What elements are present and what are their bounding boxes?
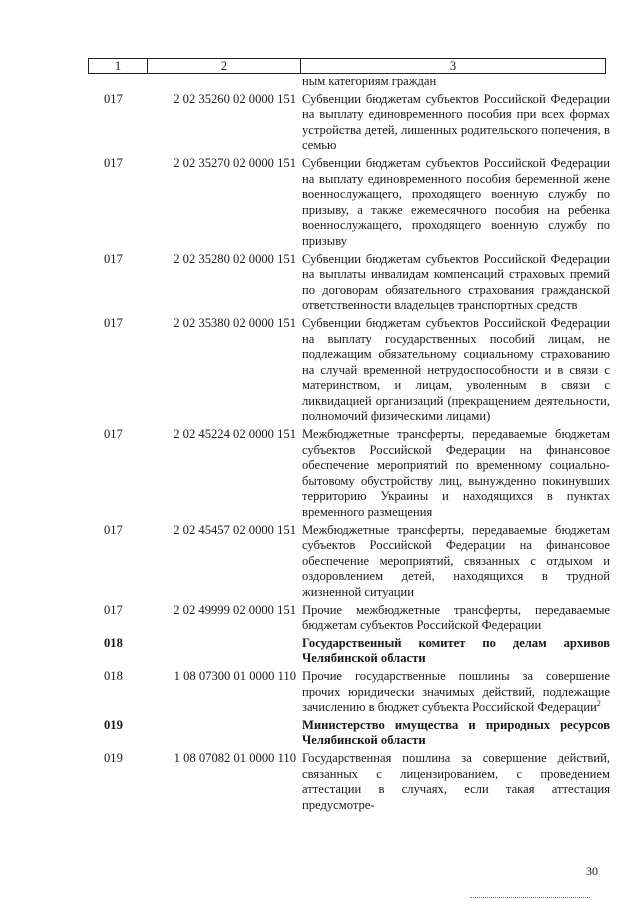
income-name: Государственная пошлина за совершение действий, связанных с лицензированием, с проведением аттестации в случаях, если такая аттестация предусмотре- bbox=[302, 750, 610, 812]
admin-code: 018 bbox=[104, 635, 123, 650]
admin-code: 019 bbox=[104, 717, 123, 732]
section-heading-row bbox=[88, 636, 608, 667]
table-body bbox=[88, 74, 608, 813]
admin-code: 017 bbox=[104, 315, 123, 330]
income-code: 2 02 45224 02 0000 151 bbox=[173, 427, 296, 442]
page-number: 30 bbox=[586, 864, 598, 878]
table-row bbox=[88, 92, 608, 154]
table-row bbox=[88, 751, 608, 813]
table-header bbox=[88, 58, 606, 74]
income-name: Межбюджетные трансферты, передаваемые бюджетам субъектов Российской Федерации на финансовое обеспечение мероприятий, связанных с отдыхом и оздоровлением детей, находящихся в трудной жизненной ситуации bbox=[302, 522, 610, 599]
income-code: 2 02 35270 02 0000 151 bbox=[173, 155, 296, 170]
admin-code: 017 bbox=[104, 522, 123, 537]
income-code: 2 02 49999 02 0000 151 bbox=[173, 602, 296, 617]
income-name bbox=[302, 669, 610, 716]
table-row bbox=[88, 603, 608, 634]
admin-code: 017 bbox=[104, 251, 123, 266]
table-row bbox=[88, 523, 608, 601]
income-name: Субвенции бюджетам субъектов Российской Федерации на выплату единовременного пособия беременной жене военнослужащего, проходящего военную службу по призыву, а также ежемесячного пособия на ребенка военнослужащего, проходящего военную службу по призыву bbox=[302, 155, 610, 248]
header-col-2: 2 bbox=[148, 59, 301, 73]
table-row bbox=[88, 427, 608, 521]
income-code: 1 08 07082 01 0000 110 bbox=[173, 750, 296, 765]
income-name-text: Прочие государственные пошлины за совершение прочих юридически значимых действий, подлежащие зачислению в бюджет субъекта Российской Федерации bbox=[302, 668, 610, 715]
footnote-marker: 2 bbox=[596, 698, 601, 708]
section-heading: Государственный комитет по делам архивов Челябинской области bbox=[302, 635, 610, 666]
header-col-1: 1 bbox=[89, 59, 148, 73]
income-code: 2 02 35260 02 0000 151 bbox=[173, 91, 296, 106]
table-row bbox=[88, 316, 608, 425]
admin-code: 017 bbox=[104, 91, 123, 106]
income-code: 2 02 35380 02 0000 151 bbox=[173, 315, 296, 330]
admin-code: 019 bbox=[104, 750, 123, 765]
continuation-row bbox=[88, 74, 608, 90]
footer-divider bbox=[470, 897, 590, 898]
income-name: Субвенции бюджетам субъектов Российской Федерации на выплаты инвалидам компенсаций страховых премий по договорам обязательного страхования гражданской ответственности владельцев транспортных средств bbox=[302, 251, 610, 313]
income-code: 1 08 07300 01 0000 110 bbox=[173, 668, 296, 683]
income-code: 2 02 45457 02 0000 151 bbox=[173, 522, 296, 537]
section-heading-row bbox=[88, 718, 608, 749]
header-col-3: 3 bbox=[449, 59, 457, 73]
table-row bbox=[88, 252, 608, 314]
table-row bbox=[88, 669, 608, 716]
income-name: Субвенции бюджетам субъектов Российской Федерации на выплату единовременного пособия при всех формах устройства детей, лишенных родительского попечения, в семью bbox=[302, 91, 610, 153]
continuation-text: ным категориям граждан bbox=[302, 74, 437, 88]
admin-code: 017 bbox=[104, 602, 123, 617]
income-name: Межбюджетные трансферты, передаваемые бюджетам субъектов Российской Федерации на финансовое обеспечение мероприятий по временному социально-бытовому обустройству лиц, вынужденно покинувших территорию Украины и находящихся в пунктах временного размещения bbox=[302, 427, 610, 520]
admin-code: 018 bbox=[104, 668, 123, 683]
admin-code: 017 bbox=[104, 427, 123, 442]
income-code: 2 02 35280 02 0000 151 bbox=[173, 251, 296, 266]
income-name: Субвенции бюджетам субъектов Российской Федерации на выплату государственных пособий лицам, не подлежащим обязательному социальному страхованию на случай временной нетрудоспособности и в связи с материнством, и лицам, уволенным в связи с ликвидацией организаций (прекращением деятельности, полномочий физическими лицами) bbox=[302, 315, 610, 424]
table-row bbox=[88, 156, 608, 250]
section-heading: Министерство имущества и природных ресурсов Челябинской области bbox=[302, 717, 610, 748]
admin-code: 017 bbox=[104, 155, 123, 170]
income-name: Прочие межбюджетные трансферты, передаваемые бюджетам субъектов Российской Федерации bbox=[302, 602, 610, 633]
